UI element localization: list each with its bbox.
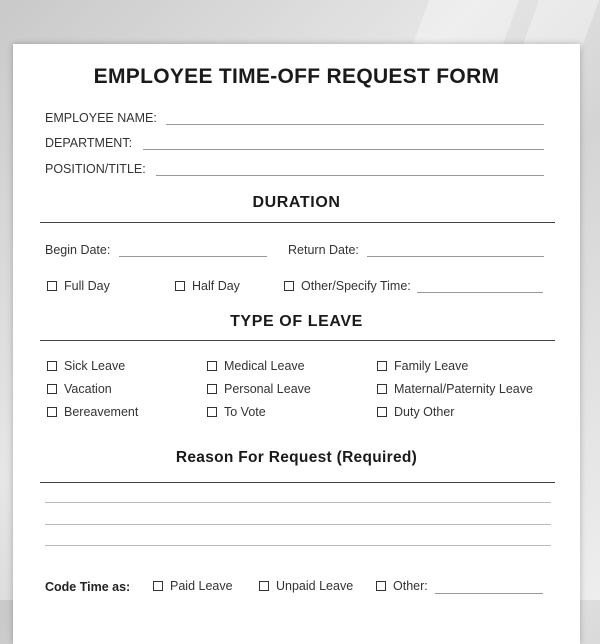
other-time-line[interactable] [417, 292, 543, 293]
paid-leave-option[interactable] [153, 579, 233, 593]
leave-option[interactable] [377, 405, 454, 419]
return-date-line[interactable] [367, 256, 544, 257]
checkbox[interactable] [47, 281, 57, 291]
other-code-label: Other: [393, 579, 428, 593]
reason-line[interactable] [45, 524, 551, 525]
leave-divider [40, 340, 555, 341]
begin-date-line[interactable] [119, 256, 267, 257]
leave-option[interactable] [377, 359, 468, 373]
checkbox[interactable] [284, 281, 294, 291]
leave-option-label: Vacation [64, 382, 112, 396]
checkbox[interactable] [377, 361, 387, 371]
checkbox[interactable] [153, 581, 163, 591]
leave-option[interactable] [207, 382, 311, 396]
half-day-option[interactable] [175, 279, 240, 293]
unpaid-leave-label: Unpaid Leave [276, 579, 354, 593]
duration-divider [40, 222, 555, 223]
leave-option-label: Maternal/Paternity Leave [394, 382, 533, 396]
leave-option[interactable] [47, 382, 112, 396]
type-of-leave-heading: TYPE OF LEAVE [230, 313, 363, 330]
checkbox[interactable] [207, 407, 217, 417]
checkbox[interactable] [47, 361, 57, 371]
unpaid-leave-option[interactable] [259, 579, 353, 593]
employee-name-label: EMPLOYEE NAME: [45, 111, 157, 125]
leave-option-label: Duty Other [394, 405, 455, 419]
duration-heading: DURATION [252, 194, 341, 211]
employee-name-line[interactable] [166, 124, 544, 125]
leave-option[interactable] [47, 405, 138, 419]
checkbox[interactable] [207, 384, 217, 394]
checkbox[interactable] [377, 384, 387, 394]
other-time-option[interactable] [284, 279, 411, 293]
form-title: EMPLOYEE TIME-OFF REQUEST FORM [93, 65, 500, 88]
leave-option-label: Personal Leave [224, 382, 311, 396]
checkbox[interactable] [175, 281, 185, 291]
other-code-option[interactable] [376, 579, 428, 593]
other-code-line[interactable] [435, 593, 543, 594]
checkbox[interactable] [376, 581, 386, 591]
reason-line[interactable] [45, 545, 551, 546]
leave-option[interactable] [207, 405, 266, 419]
checkbox[interactable] [47, 407, 57, 417]
position-title-label: POSITION/TITLE: [45, 162, 146, 176]
half-day-label: Half Day [192, 279, 240, 293]
leave-option-label: Family Leave [394, 359, 469, 373]
checkbox[interactable] [259, 581, 269, 591]
department-label: DEPARTMENT: [45, 136, 133, 150]
department-line[interactable] [143, 149, 544, 150]
return-date-label: Return Date: [288, 243, 359, 257]
leave-option-label: Bereavement [64, 405, 139, 419]
position-title-line[interactable] [156, 175, 544, 176]
other-time-label: Other/Specify Time: [301, 279, 411, 293]
reason-divider [40, 482, 555, 483]
reason-line[interactable] [45, 502, 551, 503]
checkbox[interactable] [207, 361, 217, 371]
leave-option[interactable] [47, 359, 125, 373]
checkbox[interactable] [377, 407, 387, 417]
code-time-label: Code Time as: [45, 580, 131, 594]
checkbox[interactable] [47, 384, 57, 394]
paid-leave-label: Paid Leave [170, 579, 233, 593]
leave-option[interactable] [377, 382, 533, 396]
reason-heading: Reason For Request (Required) [175, 449, 418, 466]
full-day-label: Full Day [64, 279, 110, 293]
begin-date-label: Begin Date: [45, 243, 111, 257]
leave-option[interactable] [207, 359, 305, 373]
form-page [13, 44, 580, 644]
leave-option-label: Medical Leave [224, 359, 305, 373]
full-day-option[interactable] [47, 279, 110, 293]
leave-option-label: To Vote [224, 405, 266, 419]
leave-option-label: Sick Leave [64, 359, 126, 373]
